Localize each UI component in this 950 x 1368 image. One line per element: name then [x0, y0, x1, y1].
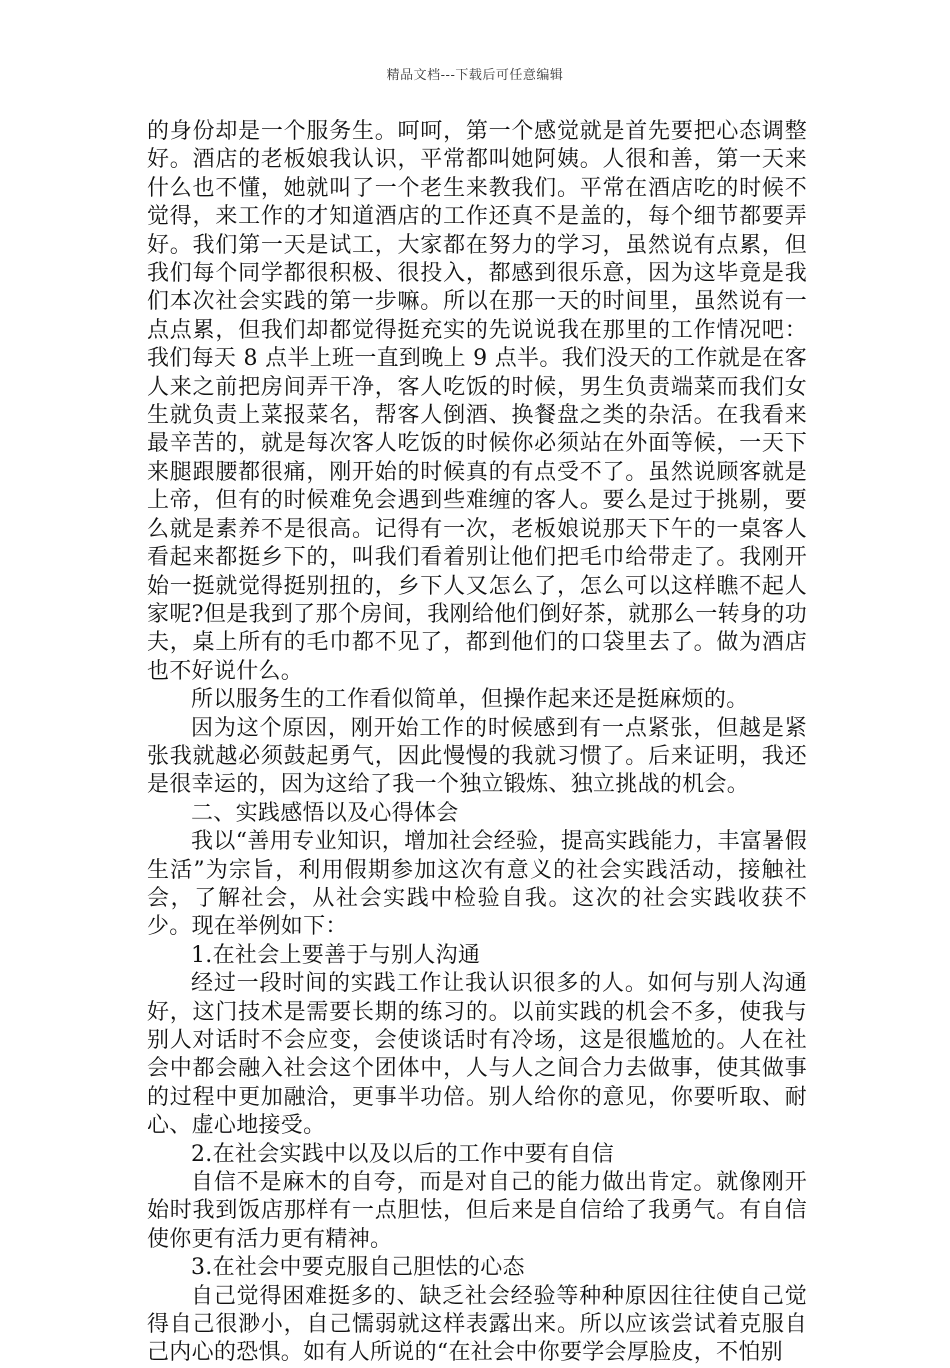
paragraph-5: 我以“善用专业知识，增加社会经验，提高实践能力，丰富暑假生活”为宗旨，利用假期参加这次有意义的社会实践活动，接触社会，了解社会，从社会实践中检验自我。这次的社会实践收获不少。现在举例如下：	[147, 829, 807, 940]
document-body	[147, 118, 807, 1368]
page-header: 精品文档---下载后可任意编辑	[386, 68, 564, 83]
subheading-1: 1.在社会上要善于与别人沟通	[191, 942, 481, 968]
subheading-2: 2.在社会实践中以及以后的工作中要有自信	[191, 1141, 614, 1167]
paragraph-3: 因为这个原因，刚开始工作的时候感到有一点紧张，但越是紧张我就越必须鼓起勇气，因此慢慢的我就习惯了。后来证明，我还是很幸运的，因为这给了我一个独立锻炼、独立挑战的机会。	[147, 715, 807, 798]
paragraph-7: 经过一段时间的实践工作让我认识很多的人。如何与别人沟通好，这门技术是需要长期的练习的。以前实践的机会不多，使我与别人对话时不会应变，会使谈话时有冷场，这是很尴尬的。人在社会中都会融入社会这个团体中，人与人之间合力去做事，使其做事的过程中更加融洽，更事半功倍。别人给你的意见，你要听取、耐心、虚心地接受。	[147, 971, 807, 1139]
section-heading-2: 二、实践感悟以及心得体会	[191, 800, 459, 826]
paragraph-2: 所以服务生的工作看似简单，但操作起来还是挺麻烦的。	[191, 687, 749, 713]
paragraph-11: 自己觉得困难挺多的、缺乏社会经验等种种原因往往使自己觉得自己很渺小，自己懦弱就这样表露出来。所以应该尝试着克服自己内心的恐惧。如有人所说的“在社会中你要学会厚脸皮，不怕别	[147, 1283, 807, 1366]
subheading-3: 3.在社会中要克服自己胆怯的心态	[191, 1255, 525, 1281]
paragraph-1: 的身份却是一个服务生。呵呵，第一个感觉就是首先要把心态调整好。酒店的老板娘我认识，平常都叫她阿姨。人很和善，第一天来什么也不懂，她就叫了一个老生来教我们。平常在酒店吃的时候不觉得，来工作的才知道酒店的工作还真不是盖的，每个细节都要弄好。我们第一天是试工，大家都在努力的学习，虽然说有点累，但我们每个同学都很积极、很投入，都感到很乐意，因为这毕竟是我们本次社会实践的第一步嘛。所以在那一天的时间里，虽然说有一点点累，但我们却都觉得挺充实的先说说我在那里的工作情况吧：我们每天 8 点半上班一直到晚上 9 点半。我们没天的工作就是在客人来之前把房间弄干净，客人吃饭的时候，男生负责端菜而我们女生就负责上菜报菜名，帮客人倒酒、换餐盘之类的杂活。在我看来最辛苦的，就是每次客人吃饭的时候你必须站在外面等候，一天下来腿跟腰都很痛，刚开始的时候真的有点受不了。虽然说顾客就是上帝，但有的时候难免会遇到些难缠的客人。要么是过于挑剔，要么就是素养不是很高。记得有一次，老板娘说那天下午的一桌客人看起来都挺乡下的，叫我们看着别让他们把毛巾给带走了。我刚开始一挺就觉得挺别扭的，乡下人又怎么了，怎么可以这样瞧不起人家呢?但是我到了那个房间，我刚给他们倒好茶，就那么一转身的功夫，桌上所有的毛巾都不见了，都到他们的口袋里去了。做为酒店也不好说什么。	[147, 119, 807, 684]
paragraph-9: 自信不是麻木的自夸，而是对自己的能力做出肯定。就像刚开始时我到饭店那样有一点胆怯，但后来是自信给了我勇气。有自信使你更有活力更有精神。	[147, 1170, 807, 1252]
